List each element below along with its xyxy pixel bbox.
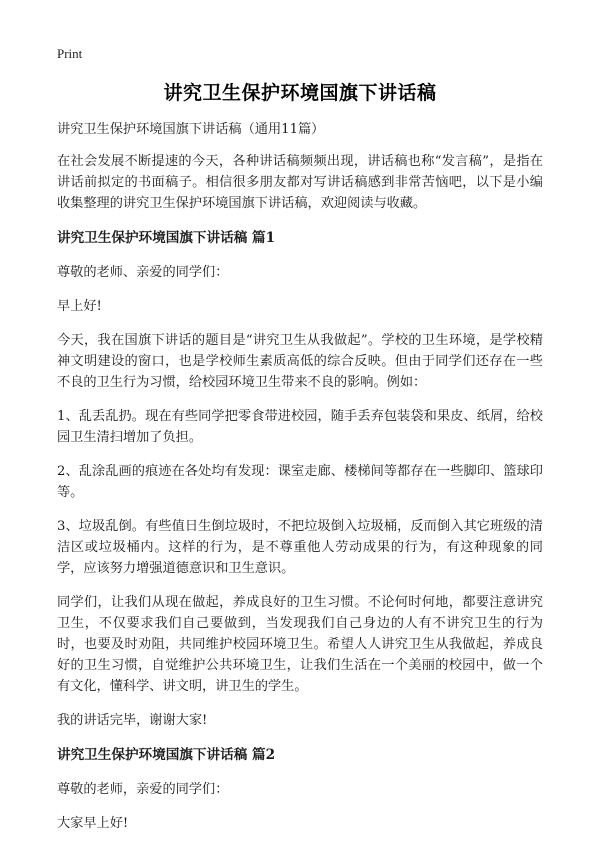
document-subtitle: 讲究卫生保护环境国旗下讲话稿（通用11篇）: [57, 122, 325, 137]
section2-greeting: 尊敬的老师，亲爱的同学们：: [57, 782, 229, 797]
intro-paragraph: 在社会发展不断提速的今天，各种讲话稿频频出现，讲话稿也称“发言稿”，是指在讲话前拟定的书面稿子。相信很多朋友都对写讲话稿感到非常苦恼吧，以下是小编收集整理的讲究卫生保护环境国旗下讲话稿，欢迎阅读与收藏。: [57, 154, 543, 211]
print-link[interactable]: Print: [57, 46, 83, 61]
section2-morning: 大家早上好!: [57, 816, 129, 831]
section1-paragraph-2: 1、乱丢乱扔。现在有些同学把零食带进校园，随手丢弃包装袋和果皮、纸屑，给校园卫生清扫增加了负担。: [57, 409, 543, 445]
section1-paragraph-4: 3、垃圾乱倒。有些值日生倒垃圾时，不把垃圾倒入垃圾桶，反而倒入其它班级的清洁区或垃圾桶内。这样的行为，是不尊重他人劳动成果的行为，有这种现象的同学，应该努力增强道德意识和卫生意识。: [57, 519, 543, 576]
section1-paragraph-1: 今天，我在国旗下讲话的题目是“讲究卫生从我做起”。学校的卫生环境，是学校精神文明建设的窗口，也是学校师生素质高低的综合反映。但由于同学们还存在一些不良的卫生行为习惯，给校园环境卫生带来不良的影响。例如：: [57, 333, 543, 390]
section1-morning: 早上好!: [57, 299, 102, 314]
document-body: [57, 119, 543, 847]
page-title: 讲究卫生保护环境国旗下讲话稿: [163, 82, 437, 104]
section1-closing: 我的讲话完毕，谢谢大家!: [57, 713, 208, 728]
section1-paragraph-3: 2、乱涂乱画的痕迹在各处均有发现：课室走廊、楼梯间等都存在一些脚印、篮球印等。: [57, 464, 543, 500]
section-heading-1: 讲究卫生保护环境国旗下讲话稿 篇1: [57, 230, 276, 246]
section-heading-2: 讲究卫生保护环境国旗下讲话稿 篇2: [57, 747, 276, 763]
section1-paragraph-5: 同学们，让我们从现在做起，养成良好的卫生习惯。不论何时何地，都要注意讲究卫生，不仅要求我们自己要做到，当发现我们自己身边的人有不讲究卫生的行为时，也要及时劝阻，共同维护校园环境卫生。希望人人讲究卫生从我做起，养成良好的卫生习惯，自觉维护公共环境卫生，让我们生活在一个美丽的校园中，做一个有文化，懂科学、讲文明，讲卫生的学生。: [57, 595, 543, 694]
section1-greeting: 尊敬的老师、亲爱的同学们：: [57, 265, 229, 280]
